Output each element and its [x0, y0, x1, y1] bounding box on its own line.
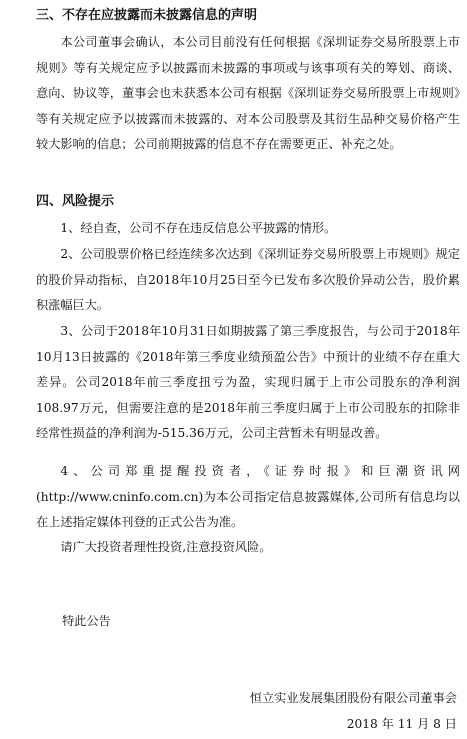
section-3-paragraph: 本公司董事会确认，本公司目前没有任何根据《深圳证券交易所股票上市规则》等有关规定应予以披露而未披露的事项或与该事项有关的筹划、商谈、意向、协议等，董事会也未获悉本公司有根据《深圳证券交易所股票上市规则》等有关规定应予以披露而未披露的、对本公司股票及其衍生品种交易价格产生较大影响的信息；公司前期披露的信息不存在需要更正、补充之处。: [36, 35, 460, 151]
risk-item-1: 1、经自查，公司不存在违反信息公平披露的情形。: [60, 221, 337, 235]
section-3-heading: 三、不存在应披露而未披露信息的声明: [36, 8, 258, 23]
section-4-heading: 四、风险提示: [36, 194, 115, 209]
signature-date: 2018 年 11 月 8 日: [346, 717, 457, 731]
risk-item-3: 3、公司于2018年10月31日如期披露了第三季度报告，与公司于2018年10月13日披露的《2018年第三季度业绩预盈公告》中预计的业绩不存在重大差异。公司2018年前三季度扭亏为盈，实现归属于上市公司股东的净利润108.97万元，但需要注意的是2018年前三季度归属于上市公司股东的扣除非经常性损益的净利润为-515.36万元，公司主营暂未有明显改善。: [36, 324, 460, 440]
closing-statement: 特此公告: [62, 614, 111, 628]
risk-item-4: 4、公司郑重提醒投资者，《证券时报》和巨潮资讯网(http://www.cninfo.com.cn)为本公司指定信息披露媒体,公司所有信息均以在上述指定媒体刊登的正式公告为准。: [36, 464, 460, 529]
signature-company: 恒立实业发展集团股份有限公司董事会: [249, 691, 457, 705]
risk-item-2: 2、公司股票价格已经连续多次达到《深圳证券交易所股票上市规则》规定的股价异动指标，自2018年10月25日至今已发布多次股价异动公告，股价累积涨幅巨大。: [36, 247, 460, 312]
investor-reminder: 请广大投资者理性投资,注意投资风险。: [60, 540, 272, 554]
